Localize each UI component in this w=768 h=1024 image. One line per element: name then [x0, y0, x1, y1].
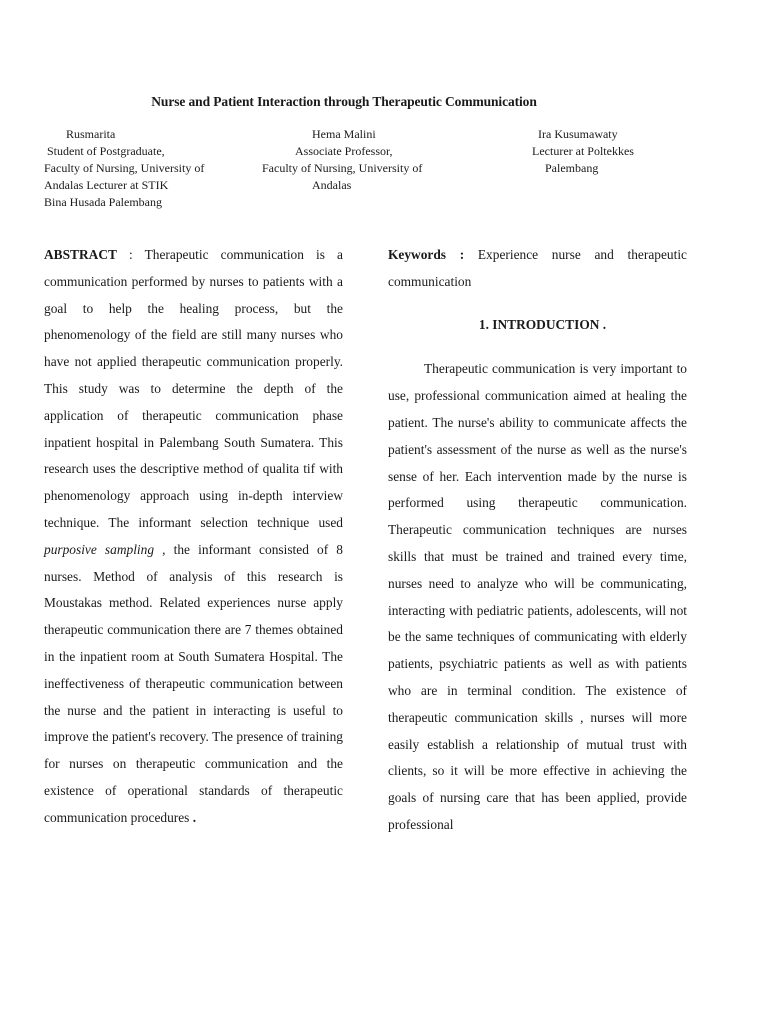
abstract-column — [44, 242, 343, 832]
author-affiliation: Student of Postgraduate, — [47, 144, 165, 158]
introduction-heading: 1. INTRODUCTION . — [478, 316, 607, 332]
right-column — [388, 242, 687, 839]
author-name: Ira Kusumawaty — [538, 127, 618, 141]
keywords-paragraph — [388, 242, 687, 296]
author-affiliation: Andalas Lecturer at STIK — [44, 178, 169, 192]
abstract-text: , the informant consisted of 8 nurses. Method of analysis of this research is Moustakas method. Related experiences nurse apply therapeutic communication there are 7 themes obtained in the inpatient room at South Sumatera Hospital. The ineffectiveness of therapeutic communication between the nurse and the patient in interacting is useful to improve the patient's recovery. The presence of training for nurses on therapeutic communication and the existence of operational standards of therapeutic communication procedures — [44, 541, 343, 825]
author-affiliation: Faculty of Nursing, University of — [262, 161, 423, 175]
author-affiliation: Faculty of Nursing, University of — [44, 161, 205, 175]
abstract-paragraph — [44, 242, 343, 832]
author-name: Rusmarita — [66, 127, 116, 141]
introduction-paragraph: Therapeutic communication is very important to use, professional communication aimed at healing the patient. The nurse's ability to communicate affects the patient's assessment of the nurse as well as the nurse's sense of her. Each intervention made by the nurse is performed using therapeutic communication. Therapeutic communication techniques are nurses skills that must be trained and trained every time, nurses need to analyze who will be communicating, interacting with pediatric patients, adolescents, will not be the same techniques of communicating with elderly patients, psychiatric patients as well as with patients who are in terminal condition. The existence of therapeutic communication skills , nurses will more easily establish a relationship of mutual trust with clients, so it will be more effective in achieving the goals of nursing care that has been applied, provide professional — [388, 361, 687, 832]
abstract-end: . — [189, 809, 197, 825]
author-affiliation: Lecturer at Poltekkes — [532, 144, 634, 158]
author-affiliation: Bina Husada Palembang — [44, 195, 162, 209]
abstract-label: ABSTRACT — [44, 247, 117, 262]
author-affiliation: Andalas — [312, 178, 352, 192]
keywords-text: Experience nurse and therapeutic communication — [388, 247, 687, 289]
author-affiliation: Palembang — [545, 161, 599, 175]
keywords-label: Keywords : — [388, 247, 465, 262]
abstract-italic-term: purposive sampling — [44, 541, 155, 557]
author-block-3 — [532, 126, 732, 177]
paper-title: Nurse and Patient Interaction through Therapeutic Communication — [151, 94, 537, 109]
author-block-1 — [44, 126, 264, 211]
author-name: Hema Malini — [312, 127, 376, 141]
abstract-separator: : — [116, 247, 145, 262]
author-affiliation: Associate Professor, — [295, 144, 393, 158]
abstract-text: Therapeutic communication is a communication performed by nurses to patients with a goal to help the healing process, but the phenomenology of the field are still many nurses who have not applied therapeutic communication properly. This study was to determine the depth of the application of therapeutic communication phase inpatient hospital in Palembang South Sumatera. This research uses the descriptive method of qualita tif with phenomenology approach using in-depth interview technique. The informant selection technique used — [44, 247, 343, 530]
author-block-2 — [262, 126, 462, 194]
